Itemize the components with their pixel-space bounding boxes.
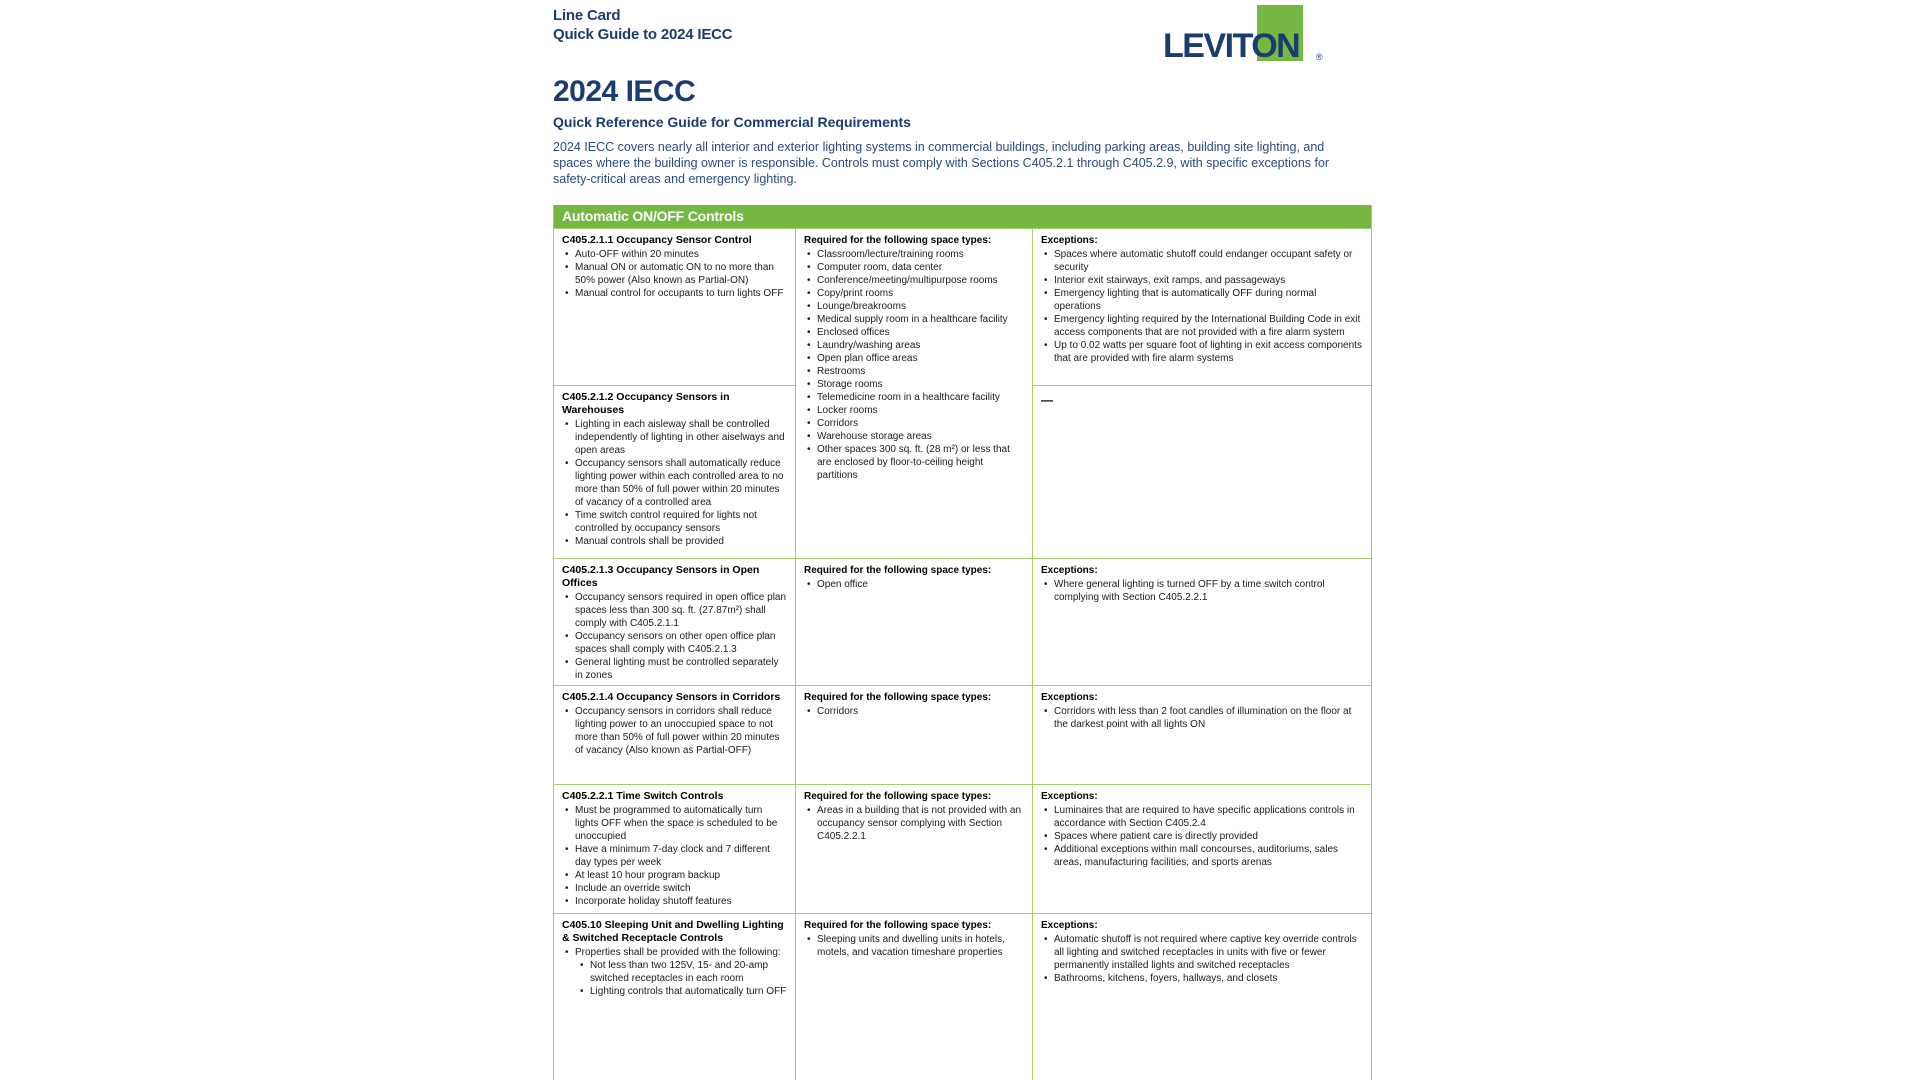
bullet-item: • Storage rooms <box>804 378 1024 391</box>
spaces-bullet-list <box>804 248 1024 482</box>
exceptions-label: Exceptions: <box>1041 692 1098 703</box>
requirement-bullet-list <box>562 591 787 682</box>
no-exceptions-dash: — <box>1041 393 1053 407</box>
exceptions-label: Exceptions: <box>1041 920 1098 931</box>
registered-trademark-symbol: ® <box>1316 52 1323 62</box>
bullet-item: • Classroom/lecture/training rooms <box>804 248 1024 261</box>
required-spaces-label: Required for the following space types: <box>804 235 992 246</box>
exceptions-bullet-list <box>1041 705 1363 731</box>
page-subtitle: Quick Reference Guide for Commercial Requirements <box>553 114 911 130</box>
bullet-item: • Properties shall be provided with the following: • Not less than two 125V, 15- and 20-amp switched receptacles in each room • Lighting controls that automatically turn OFF <box>562 946 787 998</box>
cell-c405-2-1-3-exceptions <box>1032 558 1371 685</box>
cell-c405-2-1-3-requirement <box>554 558 795 685</box>
cell-c405-2-1-4-exceptions <box>1032 685 1371 784</box>
cell-heading: C405.10 Sleeping Unit and Dwelling Lighting & Switched Receptacle Controls <box>562 919 784 944</box>
table-band-corridors <box>554 685 1371 784</box>
bullet-item: • Locker rooms <box>804 404 1024 417</box>
bullet-item: • Interior exit stairways, exit ramps, and passageways <box>1041 274 1363 287</box>
cell-c405-2-1-1-requirement <box>554 228 795 385</box>
bullet-item: • Corridors <box>804 417 1024 430</box>
bullet-item: • Copy/print rooms <box>804 287 1024 300</box>
bullet-item: • Sleeping units and dwelling units in hotels, motels, and vacation timeshare properties <box>804 933 1024 959</box>
bullet-item: • General lighting must be controlled separately in zones <box>562 656 787 682</box>
leviton-logo <box>1163 5 1333 63</box>
eyebrow-line-1: Line Card <box>553 7 621 24</box>
cell-heading: C405.2.1.4 Occupancy Sensors in Corridors <box>562 691 781 703</box>
spaces-bullet-list <box>804 804 1024 843</box>
exceptions-bullet-list <box>1041 248 1363 365</box>
bullet-item: • Lounge/breakrooms <box>804 300 1024 313</box>
bullet-item: • Lighting in each aisleway shall be controlled independently of lighting in other aiselways and open areas <box>562 418 787 457</box>
bullet-item: • Where general lighting is turned OFF by a time switch control complying with Section C405.2.2.1 <box>1041 578 1363 604</box>
required-spaces-label: Required for the following space types: <box>804 565 992 576</box>
bullet-item: • Corridors with less than 2 foot candles of illumination on the floor at the darkest point with all lights ON <box>1041 705 1363 731</box>
bullet-item: • Occupancy sensors shall automatically reduce lighting power within each controlled area to no more than 50% of full power within 20 minutes of vacancy of a controlled area <box>562 457 787 509</box>
bullet-item: • Up to 0.02 watts per square foot of lighting in exit access components that are provided with fire alarm systems <box>1041 339 1363 365</box>
sub-bullet-item: • Lighting controls that automatically turn OFF <box>577 985 787 998</box>
cell-c405-2-2-1-requirement <box>554 784 795 913</box>
bullet-item: • Emergency lighting required by the International Building Code in exit access components that are not provided with a fire alarm system <box>1041 313 1363 339</box>
required-spaces-label: Required for the following space types: <box>804 791 992 802</box>
sub-bullet-list <box>575 959 787 998</box>
iecc-controls-table <box>553 205 1372 1080</box>
bullet-item: • Open office <box>804 578 1024 591</box>
exceptions-label: Exceptions: <box>1041 235 1098 246</box>
bullet-item: • Bathrooms, kitchens, foyers, hallways, and closets <box>1041 972 1363 985</box>
bullet-item: • Warehouse storage areas <box>804 430 1024 443</box>
bullet-item: • Automatic shutoff is not required where captive key override controls all lighting and switched receptacles in units with five or fewer permanently installed lights and switched receptacles <box>1041 933 1363 972</box>
table-band-occupancy-sensor <box>554 228 1371 558</box>
cell-c405-2-2-1-spaces <box>795 784 1032 913</box>
bullet-item: • Medical supply room in a healthcare facility <box>804 313 1024 326</box>
bullet-item: • Telemedicine room in a healthcare facility <box>804 391 1024 404</box>
bullet-item: • Auto-OFF within 20 minutes <box>562 248 787 261</box>
bullet-item: • Spaces where automatic shutoff could endanger occupant safety or security <box>1041 248 1363 274</box>
required-spaces-label: Required for the following space types: <box>804 692 992 703</box>
cell-heading: C405.2.2.1 Time Switch Controls <box>562 790 724 802</box>
cell-c405-2-1-3-spaces <box>795 558 1032 685</box>
bullet-item: • Additional exceptions within mall concourses, auditoriums, sales areas, manufacturing facilities, and sports arenas <box>1041 843 1363 869</box>
page-title: 2024 IECC <box>553 75 696 108</box>
bullet-item: • Conference/meeting/multipurpose rooms <box>804 274 1024 287</box>
bullet-item: • Areas in a building that is not provided with an occupancy sensor complying with Section C405.2.2.1 <box>804 804 1024 843</box>
table-band-sleeping-unit <box>554 913 1371 1080</box>
bullet-item: • Spaces where patient care is directly provided <box>1041 830 1363 843</box>
bullet-item: • Incorporate holiday shutoff features <box>562 895 787 908</box>
bullet-item: • Enclosed offices <box>804 326 1024 339</box>
cell-c405-2-1-2-exceptions <box>1032 385 1371 558</box>
cell-c405-2-1-4-requirement <box>554 685 795 784</box>
bullet-item: • Occupancy sensors on other open office plan spaces shall comply with C405.2.1.3 <box>562 630 787 656</box>
exceptions-label: Exceptions: <box>1041 565 1098 576</box>
cell-c405-10-spaces <box>795 913 1032 1080</box>
bullet-item: • Restrooms <box>804 365 1024 378</box>
bullet-item: • Luminaires that are required to have specific applications controls in accordance with Section C405.2.4 <box>1041 804 1363 830</box>
bullet-item: • Have a minimum 7-day clock and 7 different day types per week <box>562 843 787 869</box>
bullet-item: • Open plan office areas <box>804 352 1024 365</box>
bullet-item: • Include an override switch <box>562 882 787 895</box>
bullet-item: • Laundry/washing areas <box>804 339 1024 352</box>
required-spaces-label: Required for the following space types: <box>804 920 992 931</box>
cell-c405-2-1-2-requirement <box>554 385 795 558</box>
requirement-bullet-list <box>562 418 787 548</box>
bullet-item: • Manual control for occupants to turn lights OFF <box>562 287 787 300</box>
requirement-bullet-list <box>562 946 787 998</box>
logo-wordmark: LEVITON <box>1163 27 1300 65</box>
bullet-item: • Emergency lighting that is automatically OFF during normal operations <box>1041 287 1363 313</box>
exceptions-bullet-list <box>1041 578 1363 604</box>
table-band-open-offices <box>554 558 1371 685</box>
bullet-item: • Other spaces 300 sq. ft. (28 m²) or less that are enclosed by floor-to-ceiling height partitions <box>804 443 1024 482</box>
spaces-bullet-list <box>804 705 1024 718</box>
cell-c405-10-exceptions <box>1032 913 1371 1080</box>
document-eyebrow <box>553 6 732 44</box>
spaces-bullet-list <box>804 578 1024 591</box>
cell-c405-2-1-4-spaces <box>795 685 1032 784</box>
cell-heading: C405.2.1.3 Occupancy Sensors in Open Offices <box>562 564 760 589</box>
cell-c405-2-2-1-exceptions <box>1032 784 1371 913</box>
requirement-bullet-list <box>562 248 787 300</box>
table-section-header: Automatic ON/OFF Controls <box>554 205 1371 228</box>
exceptions-label: Exceptions: <box>1041 791 1098 802</box>
requirement-bullet-list <box>562 804 787 908</box>
intro-paragraph: 2024 IECC covers nearly all interior and exterior lighting systems in commercial buildings, including parking areas, building site lighting, and spaces where the building owner is responsible. Controls must comply with Sections C405.2.1 through C405.2.9, with specific exceptions for safety-critical areas and emergency lighting. <box>553 140 1330 186</box>
bullet-item: • Must be programmed to automatically turn lights OFF when the space is scheduled to be unoccupied <box>562 804 787 843</box>
cell-c405-2-1-1-exceptions <box>1032 228 1371 385</box>
bullet-item: • Manual ON or automatic ON to no more than 50% power (Also known as Partial-ON) <box>562 261 787 287</box>
sub-bullet-item: • Not less than two 125V, 15- and 20-amp switched receptacles in each room <box>577 959 787 985</box>
bullet-item: • Time switch control required for lights not controlled by occupancy sensors <box>562 509 787 535</box>
bullet-item: • Occupancy sensors in corridors shall reduce lighting power to an unoccupied space to not more than 50% of full power within 20 minutes of vacancy (Also known as Partial-OFF) <box>562 705 787 757</box>
bullet-item: • Corridors <box>804 705 1024 718</box>
spaces-bullet-list <box>804 933 1024 959</box>
cell-heading: C405.2.1.1 Occupancy Sensor Control <box>562 234 752 246</box>
exceptions-bullet-list <box>1041 804 1363 869</box>
table-band-time-switch <box>554 784 1371 913</box>
cell-c405-2-1-1-spaces <box>795 228 1032 558</box>
eyebrow-line-2: Quick Guide to 2024 IECC <box>553 26 733 43</box>
cell-c405-10-requirement <box>554 913 795 1080</box>
bullet-item: • At least 10 hour program backup <box>562 869 787 882</box>
bullet-item: • Occupancy sensors required in open office plan spaces less than 300 sq. ft. (27.87m²) shall comply with C405.2.1.1 <box>562 591 787 630</box>
cell-heading: C405.2.1.2 Occupancy Sensors in Warehouses <box>562 391 730 416</box>
exceptions-bullet-list <box>1041 933 1363 985</box>
bullet-item: • Computer room, data center <box>804 261 1024 274</box>
requirement-bullet-list <box>562 705 787 757</box>
bullet-item: • Manual controls shall be provided <box>562 535 787 548</box>
